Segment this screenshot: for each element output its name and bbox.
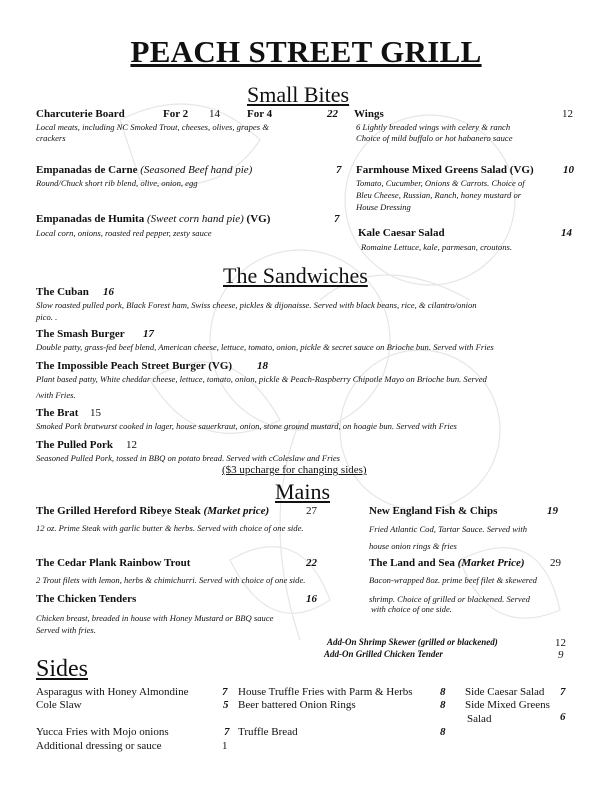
item-description: Chicken breast, breaded in house with Honey Mustard or BBQ sauce (36, 613, 274, 623)
item-note: (Seasoned Beef hand pie) (140, 164, 253, 176)
item-name: Charcuterie Board (36, 108, 125, 120)
portion-label: For 2 (163, 108, 189, 120)
item-name: The Smash Burger (36, 328, 125, 340)
addon-name: Add-On Grilled Chicken Tender (324, 649, 443, 659)
item-description: Double patty, grass-fed beef blend, American cheese, lettuce, tomato, onion, pickle & secret sauce on Brioche bun. Served with Fries (36, 342, 494, 352)
item-description: Slow roasted pulled pork, Black Forest ham, Swiss cheese, pickles & dijonaisse. Served with black beans, rice, & cilantro/onion (36, 300, 477, 310)
item-note: (Market price) (203, 505, 270, 517)
portion-label: For 4 (247, 108, 273, 120)
item-row (36, 213, 270, 225)
item-price: 17 (143, 328, 154, 340)
section-heading-sides: Sides (36, 656, 89, 682)
side-price: 1 (222, 740, 228, 752)
item-description: with choice of one side. (371, 604, 452, 614)
item-price: 18 (257, 360, 268, 372)
item-description: 6 Lightly breaded wings with celery & ranch (356, 122, 511, 132)
item-price: 14 (561, 227, 572, 239)
item-name: The Cedar Plank Rainbow Trout (36, 557, 191, 569)
section-heading-sandwiches: The Sandwiches (223, 263, 368, 288)
item-name: The Chicken Tenders (36, 593, 137, 605)
item-description: Bacon-wrapped 8oz. prime beef filet & skewered (369, 575, 537, 585)
addon-price: 9 (558, 649, 564, 661)
item-price: 22 (327, 108, 338, 120)
item-description: Romaine Lettuce, kale, parmesan, croutons. (361, 242, 512, 252)
item-price: 7 (334, 213, 340, 225)
side-name: Side Mixed Greens (465, 699, 550, 711)
side-name: Asparagus with Honey Almondine (36, 686, 189, 698)
side-price: 6 (560, 711, 566, 723)
item-description: 2 Trout filets with lemon, herbs & chimichurri. Served with choice of one side. (36, 575, 306, 585)
item-description: shrimp. Choice of grilled or blackened. Served (369, 594, 530, 604)
item-name: The Cuban (36, 286, 89, 298)
item-price: 22 (306, 557, 317, 569)
side-price: 8 (440, 686, 446, 698)
item-description: Served with fries. (36, 625, 96, 635)
item-name: The Impossible Peach Street Burger (VG) (36, 360, 233, 372)
side-name: Cole Slaw (36, 699, 82, 711)
item-description: Choice of mild buffalo or hot habanero sauce (356, 133, 513, 143)
item-description: Seasoned Pulled Pork, tossed in BBQ on potato bread. Served with cColeslaw and Fries (36, 453, 341, 463)
item-note: (Sweet corn hand pie) (146, 213, 244, 225)
item-name: New England Fish & Chips (369, 505, 498, 517)
item-description: Local corn, onions, roasted red pepper, zesty sauce (36, 228, 212, 238)
item-note: (Market Price) (457, 557, 525, 569)
side-price: 5 (223, 699, 229, 711)
restaurant-title: PEACH STREET GRILL (130, 34, 482, 69)
item-name: Empanadas de Humita (36, 213, 145, 225)
item-name: The Brat (36, 407, 79, 419)
item-description: 12 oz. Prime Steak with garlic butter & herbs. Served with choice of one side. (36, 523, 304, 533)
side-name: House Truffle Fries with Parm & Herbs (238, 686, 413, 698)
item-price: 29 (550, 557, 561, 569)
item-price: 16 (306, 593, 317, 605)
item-price: 12 (126, 439, 137, 451)
side-price: 7 (222, 686, 228, 698)
item-description: Fried Atlantic Cod, Tartar Sauce. Served with (369, 524, 528, 534)
upcharge-note: ($3 upcharge for changing sides) (222, 464, 367, 476)
side-price: 8 (440, 699, 446, 711)
item-name: Wings (354, 108, 384, 120)
side-name: Salad (467, 713, 492, 725)
item-description: Local meats, including NC Smoked Trout, cheeses, olives, grapes & (36, 122, 269, 132)
item-name: Empanadas de Carne (36, 164, 138, 176)
item-price: 27 (306, 505, 317, 517)
item-description: Plant based patty, White cheddar cheese, lettuce, tomato, onion, pickle & Peach-Raspberry Chipotle Mayo on Brioche bun. Served (36, 374, 487, 384)
addon-name: Add-On Shrimp Skewer (grilled or blackened) (327, 637, 498, 647)
side-price: 7 (560, 686, 566, 698)
item-price: 15 (90, 407, 101, 419)
item-name: Kale Caesar Salad (358, 227, 445, 239)
item-description: pico. . (36, 312, 58, 322)
addon-price: 12 (555, 637, 566, 649)
item-description: House Dressing (356, 202, 411, 212)
item-price: 10 (563, 164, 574, 176)
section-heading-mains: Mains (275, 479, 330, 504)
item-name: The Grilled Hereford Ribeye Steak (36, 505, 201, 517)
side-name: Additional dressing or sauce (36, 740, 162, 752)
item-description: Round/Chuck short rib blend, olive, onion, egg (36, 178, 198, 188)
item-price: 16 (103, 286, 114, 298)
item-description: /with Fries. (36, 390, 76, 400)
item-description: crackers (36, 133, 66, 143)
side-price: 7 (224, 726, 230, 738)
side-name: Yucca Fries with Mojo onions (36, 726, 169, 738)
item-row (36, 164, 252, 176)
item-name: The Pulled Pork (36, 439, 114, 451)
item-price: 7 (336, 164, 342, 176)
item-price: 19 (547, 505, 558, 517)
item-description: Tomato, Cucumber, Onions & Carrots. Choice of (356, 178, 525, 188)
item-name: Farmhouse Mixed Greens Salad (VG) (356, 164, 534, 176)
side-name: Beer battered Onion Rings (238, 699, 356, 711)
item-price: 14 (209, 108, 220, 120)
vegetarian-tag: (VG) (246, 213, 271, 225)
item-name: The Land and Sea (369, 557, 455, 569)
item-description: Bleu Cheese, Russian, Ranch, honey mustard or (356, 190, 522, 200)
item-description: house onion rings & fries (369, 541, 457, 551)
side-price: 8 (440, 726, 446, 738)
side-name: Side Caesar Salad (465, 686, 545, 698)
item-price: 12 (562, 108, 573, 120)
side-name: Truffle Bread (238, 726, 298, 738)
section-heading-small-bites: Small Bites (247, 82, 350, 107)
item-description: Smoked Pork bratwurst cooked in lager, house sauerkraut, onion, stone ground mustard, on hoagie bun. Served with Fries (36, 421, 457, 431)
item-row (36, 505, 269, 517)
item-row (369, 557, 525, 569)
